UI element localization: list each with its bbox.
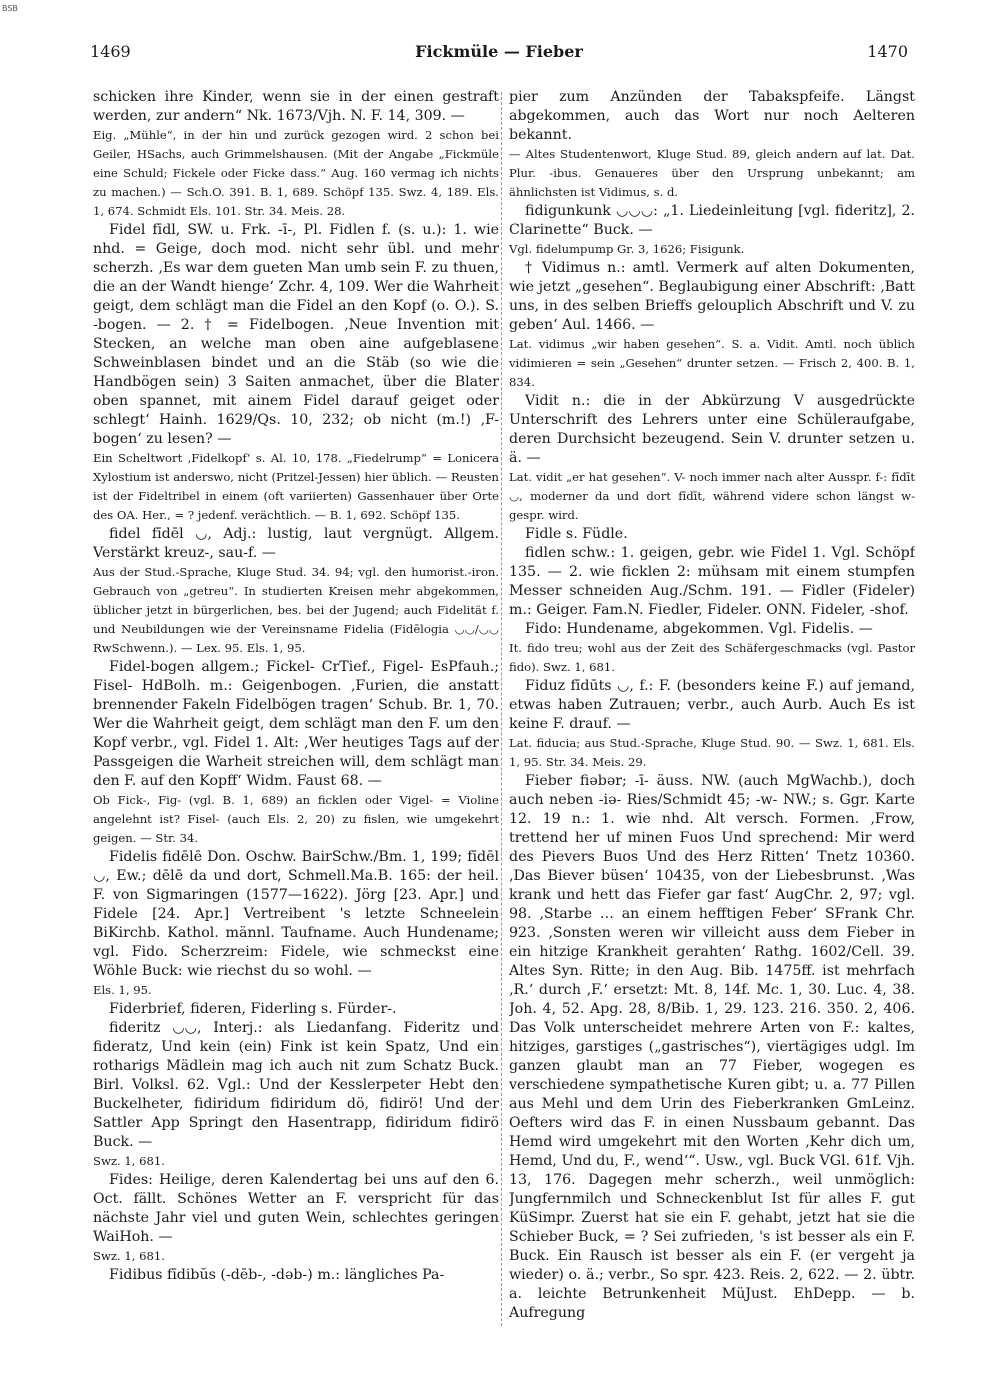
dictionary-entry: pier zum Anzünden der Tabakspfeife. Längst abgekommen, auch das Wort nur noch Aelteren bekannt. <box>509 89 915 143</box>
entry-note: Ein Scheltwort ‚Fidelkopf‘ s. Al. 10, 178. „Fiedelrump“ = Lonicera Xylostium ist anderswo, nicht (Pritzel-Jessen) hier üblich. — Reusten ist der Fideltribel in einem (oft variierten) Gassenhauer über Orte des OA. Her., = ? jedenf. verächtlich. — B. 1, 692. Schöpf 135. <box>93 451 499 522</box>
entry-note: Vgl. fidelumpump Gr. 3, 1626; Fisigunk. <box>509 242 745 256</box>
dictionary-entry: fidigunkunk ◡◡◡: „1. Liedeinleitung [vgl. fideritz], 2. Clarinette“ Buck. — <box>509 203 915 238</box>
dictionary-entry: fidel fīdēl ◡, Adj.: lustig, laut vergnügt. Allgem. Verstärkt kreuz-, sau-f. — <box>93 526 499 561</box>
entry-note: It. fido treu; wohl aus der Zeit des Schäfergeschmacks (vgl. Pastor fido). Swz. 1, 681. <box>509 641 915 674</box>
dictionary-entry: Fido: Hundename, abgekommen. Vgl. Fidelis. — <box>525 621 873 637</box>
running-title: Fickmüle — Fieber <box>415 42 583 61</box>
dictionary-entry: fideritz ◡◡, Interj.: als Liedanfang. Fideritz und fideratz, Und kein (ein) Fink ist kein Spatz, Und ein rotharigs Mädlein mag ich auch nit zum Schatz Buck. Birl. Volksl. 62. Vgl.: Und der Kesslerpeter Hebt den Buckelheter, fidiridum fidiridum dö, fidirö! Und der Sattler App Springt den Hasentrapp, fidiridum fidirö Buck. — <box>93 1020 499 1150</box>
dictionary-entry: fidlen schw.: 1. geigen, gebr. wie Fidel 1. Vgl. Schöpf 135. — 2. wie ficklen 2: mühsam mit einem stumpfen Messer schneiden Aug./Schm. 191. — Fidler (Fideler) m.: Geiger. Fam.N. Fiedler, Fideler. ONN. Fideler, -shof. <box>509 545 915 618</box>
left-page-number: 1469 <box>90 42 131 61</box>
entry-note: Eig. „Mühle“, in der hin und zurück gezogen wird. 2 schon bei Geiler, HSachs, auch Grimmelshausen. (Mit der Angabe „Fickmüle eine Schuld; Fickele oder Ficke dass.“ Aug. 160 vermag ich nichts zu machen.) — Sch.O. 391. B. 1, 689. Schöpf 135. Swz. 4, 189. Els. 1, 674. Schmidt Els. 101. Str. 34. Meis. 28. <box>93 128 499 218</box>
dictionary-entry: Fiduz fīdūts ◡, f.: F. (besonders keine F.) auf jemand, etwas haben Zutrauen; verbr., auch Aurb. Auch Es ist keine F. drauf. — <box>509 678 915 732</box>
dictionary-entry: Fidel-bogen allgem.; Fickel- CrTief., Figel- EsPfauh.; Fisel- HdBolh. m.: Geigenbogen. ‚Furien, die anstatt brennender Fakeln Fidelbögen tragen‘ Schub. Br. 1, 70. Wer die Wahrheit geigt, dem schlägt man den F. um den Kopf verbr., vgl. Fidel 1. Alt: ‚Wer heutiges Tags auf der Passgeigen die Warheit streichen will, dem schlägt man den F. auf den Kopff‘ Widm. Faust 68. — <box>93 659 499 789</box>
entry-note: Aus der Stud.-Sprache, Kluge Stud. 34. 94; vgl. den humorist.-iron. Gebrauch von „getreu“. In studierten Kreisen mehr abgekommen, üblicher jetzt in bürgerlichen, bes. bei der Jugend; auch Fidelität f. und Neubildungen wie der Vereinsname Fidelia (Fidēlogia ◡◡/◡◡ RwSchwenn.). — Lex. 95. Els. 1, 95. <box>93 565 499 655</box>
entry-note: Swz. 1, 681. <box>93 1154 165 1168</box>
library-stamp: BSB <box>2 4 18 13</box>
dictionary-entry: Fidibus fīdibŭs (-dēb-, -dəb-) m.: längliches Pa- <box>109 1267 445 1283</box>
page-header <box>90 42 908 70</box>
dictionary-entry: Fidle s. Füdle. <box>525 526 628 542</box>
dictionary-entry: schicken ihre Kinder, wenn sie in der einen gestraft werden, zur andern“ Nk. 1673/Vjh. N. F. 14, 309. — <box>93 89 499 124</box>
dictionary-entry: Fidel fīdl, SW. u. Frk. -ī-, Pl. Fidlen f. (s. u.): 1. wie nhd. = Geige, doch mod. nicht sehr übl. und mehr scherzh. ‚Es war dem gueten Man umb sein F. zu thuen, die an der Wandt hienge‘ Zchr. 4, 109. Wer die Wahrheit geigt, dem schlägt man die Fidel an den Kopf (o. O.). S. -bogen. — 2. † = Fidelbogen. ‚Neue Invention mit Stecken, an welche man oben aine aufgeblasene Schweinblasen bindet und an die Stäb (so wie die Handbögen sein) 3 Saiten anmachet, über die Blater oben spannet, mit ainem Fidel darauf geiget oder schlegt‘ Hainh. 1629/Qs. 10, 232; ob nicht (m.!) ‚F-bogen‘ zu lesen? — <box>93 222 499 447</box>
entry-note: Lat. vidimus „wir haben gesehen“. S. a. Vidit. Amtl. noch üblich vidimieren = sein „Gesehen“ drunter setzen. — Frisch 2, 400. B. 1, 834. <box>509 337 915 389</box>
entry-note: Els. 1, 95. <box>93 983 152 997</box>
entry-note: Swz. 1, 681. <box>93 1249 165 1263</box>
dictionary-entry: † Vidimus n.: amtl. Vermerk auf alten Dokumenten, wie jetzt „gesehen“. Beglaubigung einer Abschrift: ‚Batt uns, in des selben Brieffs gelouplich Abschrift und V. zu geben‘ Aul. 1466. — <box>509 260 915 333</box>
left-column <box>93 88 499 1333</box>
right-page-number: 1470 <box>867 42 908 61</box>
entry-note: — Altes Studentenwort, Kluge Stud. 89, gleich andern auf lat. Dat. Plur. -ibus. Genaueres über den Ursprung unbekannt; am ähnlichsten ist Vidimus, s. d. <box>509 147 915 199</box>
entry-note: Ob Fick-, Fig- (vgl. B. 1, 689) an ficklen oder Vigel- = Violine angelehnt ist? Fisel- (auch Els. 2, 20) zu fislen, wie umgekehrt geigen. — Str. 34. <box>93 793 499 845</box>
entry-note: Lat. fiducia; aus Stud.-Sprache, Kluge Stud. 90. — Swz. 1, 681. Els. 1, 95. Str. 34. Meis. 29. <box>509 736 915 769</box>
dictionary-entry: Fiderbrief, fideren, Fiderling s. Fürder-. <box>109 1001 397 1017</box>
dictionary-entry: Fidelis fidēlē Don. Oschw. BairSchw./Bm. 1, 199; fīdēl ◡, Ew.; dēlē da und dort, Schmell.Ma.B. 165: der heil. F. von Sigmaringen (1577—1622). Jörg [23. Apr.] und Fidele [24. Apr.] Vertreibent 's letzte Schneelein BiKirchb. Kathol. männl. Taufname. Auch Hundename; vgl. Fido. Scherzreim: Fidele, wie schmeckst eine Wöhle Buck: wie riechst du so wohl. — <box>93 849 499 979</box>
column-divider <box>501 92 502 1326</box>
dictionary-entry: Fides: Heilige, deren Kalendertag bei uns auf den 6. Oct. fällt. Schönes Wetter an F. verspricht für das nächste Jahr viel und guten Wein, schlechtes geringen WaiHoh. — <box>93 1172 499 1245</box>
dictionary-entry: Fieber fiəbər; -ī- äuss. NW. (auch MgWachb.), doch auch neben -iə- Ries/Schmidt 45; -w- NW.; s. Ggr. Karte 12. 19 n.: 1. wie nhd. Alt versch. Formen. ‚Frow, trettend her uf minen Fuos Und sprechend: Mir werd des Pievers Buos Und des Herz Ritten‘ Tnetz 10360. ‚Das Biever büsen‘ 10435, von der Liebesbrunst. ‚Was krank und hett das Fiefer gar fast‘ AugChr. 2, 97; vgl. 98. ‚Starbe … an einem hefftigen Feber‘ SFrank Chr. 923. ‚Sonsten weren wir villeicht auss dem Fieber in ein hitzige Krankheit gerahten‘ Rathg. 1602/Cell. 39. Altes Syn. Ritte; in den Aug. Bib. 1475ff. ist mehrfach ‚R.‘ durch ‚F.‘ ersetzt: Mt. 8, 14f. Mc. 1, 30. Luc. 4, 38. Joh. 4, 52. Apg. 28, 8/Bib. 1, 29. 123. 216. 350. 2, 406. Das Volk unterscheidet mehrere Arten von F.: kaltes, hitziges, garstiges („gastrisches“), viertägiges udgl. Im ganzen glaubt man an 77 Fieber, wogegen es verschiedene sympathetische Kuren gibt; u. a. 77 Pillen aus Mehl und dem Urin des Fieberkranken GmLeinz. Oefters wird das F. in einen Nussbaum gebannt. Das Hemd wird umgekehrt mit den Worten ‚Kehr dich um, Hemd, Und du, F., wend‘“. Usw., vgl. Buck VGl. 61f. Vjh. 13, 176. Dagegen mehr scherzh., weil unmöglich: Jungfernmilch und Schneckenblut Ist für alles F. gut KüSimpr. Zuerst hat sie ein F. gehabt, jetzt hat sie die Schieber Buck, = ? Sei zufrieden, 's ist besser als ein F. Buck. Ein Rausch ist besser als ein F. (er vergeht ja wieder) o. ä.; verbr., So spr. 423. Reis. 2, 622. — 2. übtr. a. leichte Betrunkenheit MüJust. EhDepp. — b. Aufregung <box>509 773 915 1321</box>
dictionary-entry: Vidit n.: die in der Abkürzung V ausgedrückte Unterschrift des Lehrers unter eine Schüleraufgabe, deren Durchsicht bezeugend. Sein V. drunter setzen u. ä. — <box>509 393 915 466</box>
entry-note: Lat. vidit „er hat gesehen“. V- noch immer nach alter Ausspr. f-: fīdīt ◡, moderner da und dort fīdīt, während videre schon längst w- gespr. wird. <box>509 470 915 522</box>
right-column <box>509 88 915 1333</box>
